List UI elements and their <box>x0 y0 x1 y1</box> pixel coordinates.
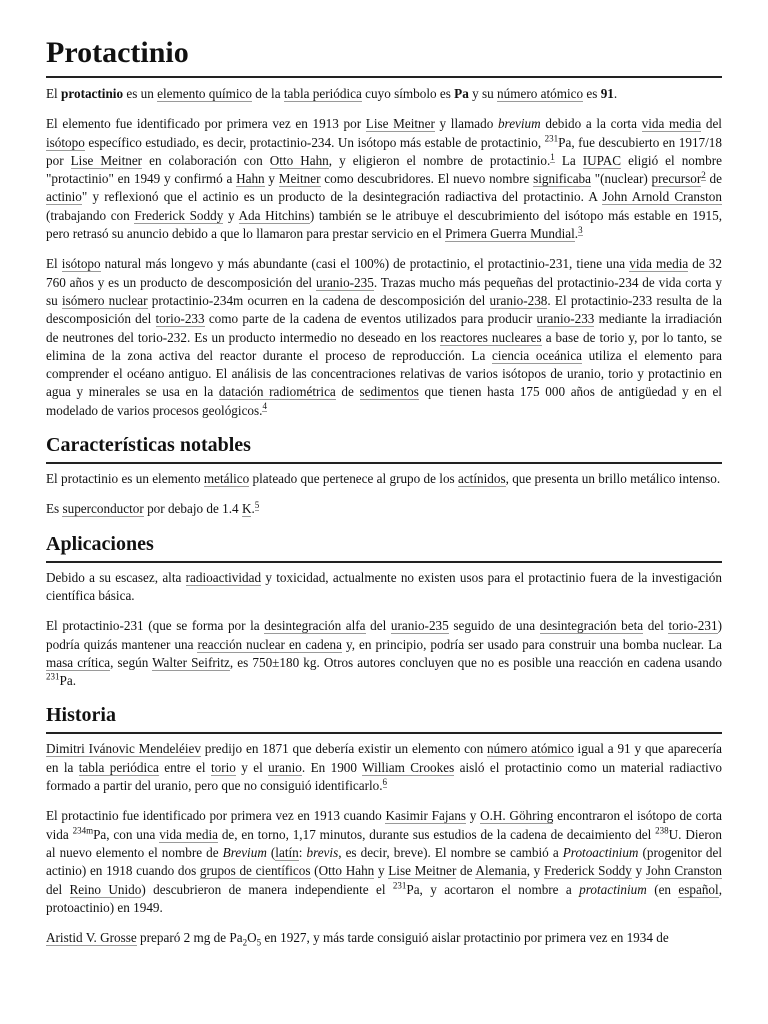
link-lise-meitner[interactable]: Lise Meitner <box>365 116 435 132</box>
superscript: 231 <box>46 671 60 682</box>
link-datacion-radiometrica[interactable]: datación radiométrica <box>218 384 336 400</box>
link-superconductor[interactable]: superconductor <box>62 501 144 517</box>
link-k[interactable]: K <box>241 501 252 517</box>
superscript: 238 <box>655 825 669 836</box>
aplicaciones-paragraph-1: Debido a su escasez, alta radioactividad y toxicidad, actualmente no existen usos para el protactinio fuera de la investigación científica básica. <box>46 569 722 603</box>
subscript: 5 <box>256 937 262 948</box>
italic-text: brevis <box>306 844 339 860</box>
intro-paragraph-1: El protactinio es un elemento químico de la tabla periódica cuyo símbolo es Pa y su número atómico es 91. <box>46 86 618 101</box>
link-hahn[interactable]: Hahn <box>236 171 265 187</box>
link-reino-unido[interactable]: Reino Unido <box>69 881 142 897</box>
link-vida-media[interactable]: vida media <box>159 826 218 842</box>
link-espanol[interactable]: español <box>678 881 719 897</box>
link-radioactividad[interactable]: radioactividad <box>185 569 262 585</box>
link-primera-guerra-mundial[interactable]: Primera Guerra Mundial <box>445 226 575 242</box>
section-historia <box>46 704 722 947</box>
link-otto-hahn[interactable]: Otto Hahn <box>318 863 375 879</box>
link-grupos-de-cientificos[interactable]: grupos de científicos <box>199 863 311 879</box>
link-lise-meitner[interactable]: Lise Meitner <box>388 863 457 879</box>
section-intro <box>46 85 722 420</box>
link-desintegracion-alfa[interactable]: desintegración alfa <box>264 618 366 634</box>
reference-link-5[interactable]: 5 <box>254 499 260 510</box>
link-metalico[interactable]: metálico <box>203 471 250 487</box>
page-title: Protactinio <box>46 36 722 78</box>
reference-link-6[interactable]: 6 <box>382 776 388 787</box>
link-sedimentos[interactable]: sedimentos <box>359 384 419 400</box>
link-uranio-233[interactable]: uranio-233 <box>536 311 595 327</box>
superscript <box>578 225 583 236</box>
link-isotopo[interactable]: isótopo <box>61 256 101 272</box>
link-uranio-235[interactable]: uranio-235 <box>315 274 374 290</box>
superscript <box>383 777 388 788</box>
superscript <box>550 152 555 163</box>
link-significaba[interactable]: significaba <box>533 171 591 187</box>
link-dimitri-ivanovic-mendeleiev[interactable]: Dimitri Ivánovic Mendeléiev <box>46 741 201 757</box>
link-alemania[interactable]: Alemania <box>475 863 527 879</box>
link-tabla-periodica[interactable]: tabla periódica <box>283 86 362 101</box>
link-masa-critica[interactable]: masa crítica <box>46 654 111 670</box>
section-heading-caracteristicas: Características notables <box>46 434 722 464</box>
section-heading-aplicaciones: Aplicaciones <box>46 533 722 563</box>
intro-paragraph-2: El elemento fue identificado por primera vez en 1913 por Lise Meitner y llamado brevium debido a la corta vida media del isótopo específico estudiado, es decir, protactinio-234. Un isótopo más estable de protactinio, $^{231}$Pa, fue descubierto en 1917/18 por Lise Meitner en colaboración con Otto Hahn, y eligieron el nombre de protactinio.$^1$ La IUPAC eligió el nombre "protactinio" en 1949 y confirmó a Hahn y Meitner como descubridores. El nuevo nombre significaba "(nuclear) precursor$^2$ de actinio" y reflexionó que el actinio es un producto de la desintegración radiactiva del protactinio. A John Arnold Cranston (trabajando con Frederick Soddy y Ada Hitchins) también se le atribuye el descubrimiento del isótopo más estable en 1915, pero retrasó su anuncio debido a que lo llamaron para prestar servicio en el Primera Guerra Mundial.$^3$ <box>46 116 723 242</box>
section-aplicaciones <box>46 533 722 691</box>
link-ada-hitchins[interactable]: Ada Hitchins <box>238 207 310 223</box>
link-torio[interactable]: torio <box>210 759 236 775</box>
link-torio-233[interactable]: torio-233 <box>155 311 205 327</box>
link-actinidos[interactable]: actínidos <box>457 471 506 487</box>
superscript <box>701 170 706 181</box>
reference-link-1[interactable]: 1 <box>550 151 555 162</box>
intro-paragraph-3: El isótopo natural más longevo y más abundante (casi el 100%) de protactinio, el protactinio-231, tiene una vida media de 32 760 años y es un producto de descomposición del uranio-235. Trazas mucho más pequeñas del protactinio-234 de vida corta y su isómero nuclear protactinio-234m ocurren en la cadena de descomposición del uranio-238. El protactinio-233 resulta de la descomposición del torio-233 como parte de la cadena de eventos utilizados para producir uranio-233 mediante la irradiación de neutrones del torio-232. Es un producto intermedio no deseado en los reactores nucleares a base de torio y, por lo tanto, se elimina de la zona activa del reactor durante el proceso de reproducción. La ciencia oceánica utiliza el elemento para comprender el océano antiguo. El análisis de las concentraciones relativas de varios isótopos de uranio, torio y protactinio en agua y minerales se usa en la datación radiométrica de sedimentos que tienen hasta 175 000 años de antigüedad y en el modelado de varios procesos geológicos.$^4$ <box>46 256 723 418</box>
superscript: 231 <box>544 133 559 144</box>
link-numero-atomico[interactable]: número atómico <box>487 741 574 757</box>
italic-text: protactinium <box>579 881 647 897</box>
link-vida-media[interactable]: vida media <box>641 116 702 132</box>
link-reaccion-nuclear-en-cadena[interactable]: reacción nuclear en cadena <box>197 636 342 652</box>
caracteristicas-paragraph-2: Es superconductor por debajo de 1.4 K.$^5$ <box>46 499 260 517</box>
reference-link-2[interactable]: 2 <box>701 169 706 180</box>
section-caracteristicas <box>46 434 722 519</box>
link-john-arnold-cranston[interactable]: John Arnold Cranston <box>602 189 722 205</box>
link-aristid-v-grosse[interactable]: Aristid V. Grosse <box>46 930 137 946</box>
link-uranio[interactable]: uranio <box>268 759 302 775</box>
link-o-h-gohring[interactable]: O.H. Göhring <box>480 808 554 824</box>
link-latin[interactable]: latín <box>275 844 299 860</box>
link-william-crookes[interactable]: William Crookes <box>362 759 455 775</box>
italic-text: brevium <box>497 116 541 132</box>
subscript: 2 <box>242 937 248 948</box>
link-otto-hahn[interactable]: Otto Hahn <box>269 152 329 168</box>
link-desintegracion-beta[interactable]: desintegración beta <box>539 618 644 634</box>
italic-text: Brevium <box>222 844 267 860</box>
link-john-cranston[interactable]: John Cranston <box>645 863 723 879</box>
section-heading-historia: Historia <box>46 704 722 734</box>
historia-paragraph-2: El protactinio fue identificado por primera vez en 1913 cuando Kasimir Fajans y O.H. Göhring encontraron el isótopo de corta vida $^{234m}$Pa, con una vida media de, en torno, 1,17 minutos, durante sus estudios de la cadena de decaimiento del $^{238}$U. Dieron al nuevo elemento el nombre de Brevium (latín: brevis, es decir, breve). El nombre se cambió a Protoactinium (progenitor del actinio) en 1918 cuando dos grupos de científicos (Otto Hahn y Lise Meitner de Alemania, y Frederick Soddy y John Cranston del Reino Unido) descubrieron de manera independiente el $^{231}$Pa, y acortaron el nombre a protactinium (en español, protoactinio) en 1949. <box>46 808 723 915</box>
link-reactores-nucleares[interactable]: reactores nucleares <box>440 329 542 345</box>
link-tabla-periodica[interactable]: tabla periódica <box>78 759 159 775</box>
link-numero-atomico[interactable]: número atómico <box>497 86 584 101</box>
caracteristicas-paragraph-1: El protactinio es un elemento metálico plateado que pertenece al grupo de los actínidos, que presenta un brillo metálico intenso. <box>46 471 721 487</box>
superscript <box>262 401 267 412</box>
bold-text: protactinio <box>61 86 124 101</box>
link-precursor[interactable]: precursor <box>651 171 702 187</box>
link-uranio-238[interactable]: uranio-238 <box>489 292 548 308</box>
link-elemento-quimico[interactable]: elemento químico <box>157 86 252 101</box>
link-iupac[interactable]: IUPAC <box>582 152 622 168</box>
link-ciencia-oceanica[interactable]: ciencia oceánica <box>491 347 583 363</box>
bold-text: Pa <box>454 86 469 101</box>
link-frederick-soddy[interactable]: Frederick Soddy <box>134 207 224 223</box>
link-lise-meitner[interactable]: Lise Meitner <box>70 152 143 168</box>
link-isomero-nuclear[interactable]: isómero nuclear <box>61 292 148 308</box>
reference-link-3[interactable]: 3 <box>578 224 583 235</box>
historia-paragraph-3: Aristid V. Grosse preparó 2 mg de $Pa_2O_5$ en 1927, y más tarde consiguió aislar protactinio por primera vez en 1934 de <box>46 930 669 948</box>
link-torio-231[interactable]: torio-231 <box>668 618 718 634</box>
bold-text: 91 <box>600 86 614 101</box>
link-uranio-235[interactable]: uranio-235 <box>390 618 449 634</box>
reference-link-4[interactable]: 4 <box>262 401 267 412</box>
link-frederick-soddy[interactable]: Frederick Soddy <box>543 863 632 879</box>
link-walter-seifritz[interactable]: Walter Seifritz <box>152 654 230 670</box>
link-meitner[interactable]: Meitner <box>278 171 321 187</box>
link-actinio[interactable]: actinio <box>46 189 82 205</box>
link-isotopo[interactable]: isótopo <box>46 134 85 150</box>
italic-text: Protoactinium <box>562 844 639 860</box>
link-kasimir-fajans[interactable]: Kasimir Fajans <box>385 808 467 824</box>
superscript <box>255 500 260 511</box>
historia-paragraph-1: Dimitri Ivánovic Mendeléiev predijo en 1871 que debería existir un elemento con número atómico igual a 91 y que aparecería en la tabla periódica entre el torio y el uranio. En 1900 William Crookes aisló el protactinio como un material radiactivo formado a partir del uranio, pero que no consiguió identificarlo.$^6$ <box>46 741 723 794</box>
superscript: 231 <box>392 880 407 891</box>
superscript: 234m <box>72 825 94 836</box>
link-vida-media[interactable]: vida media <box>629 256 689 272</box>
aplicaciones-paragraph-2: El protactinio-231 (que se forma por la desintegración alfa del uranio-235 seguido de una desintegración beta del torio-231) podría quizás mantener una reacción nuclear en cadena y, en principio, podría ser usado para construir una bomba nuclear. La masa crítica, según Walter Seifritz, es 750±180 kg. Otros autores concluyen que no es posible una reacción en cadena usando $^{231}$Pa. <box>46 618 722 689</box>
